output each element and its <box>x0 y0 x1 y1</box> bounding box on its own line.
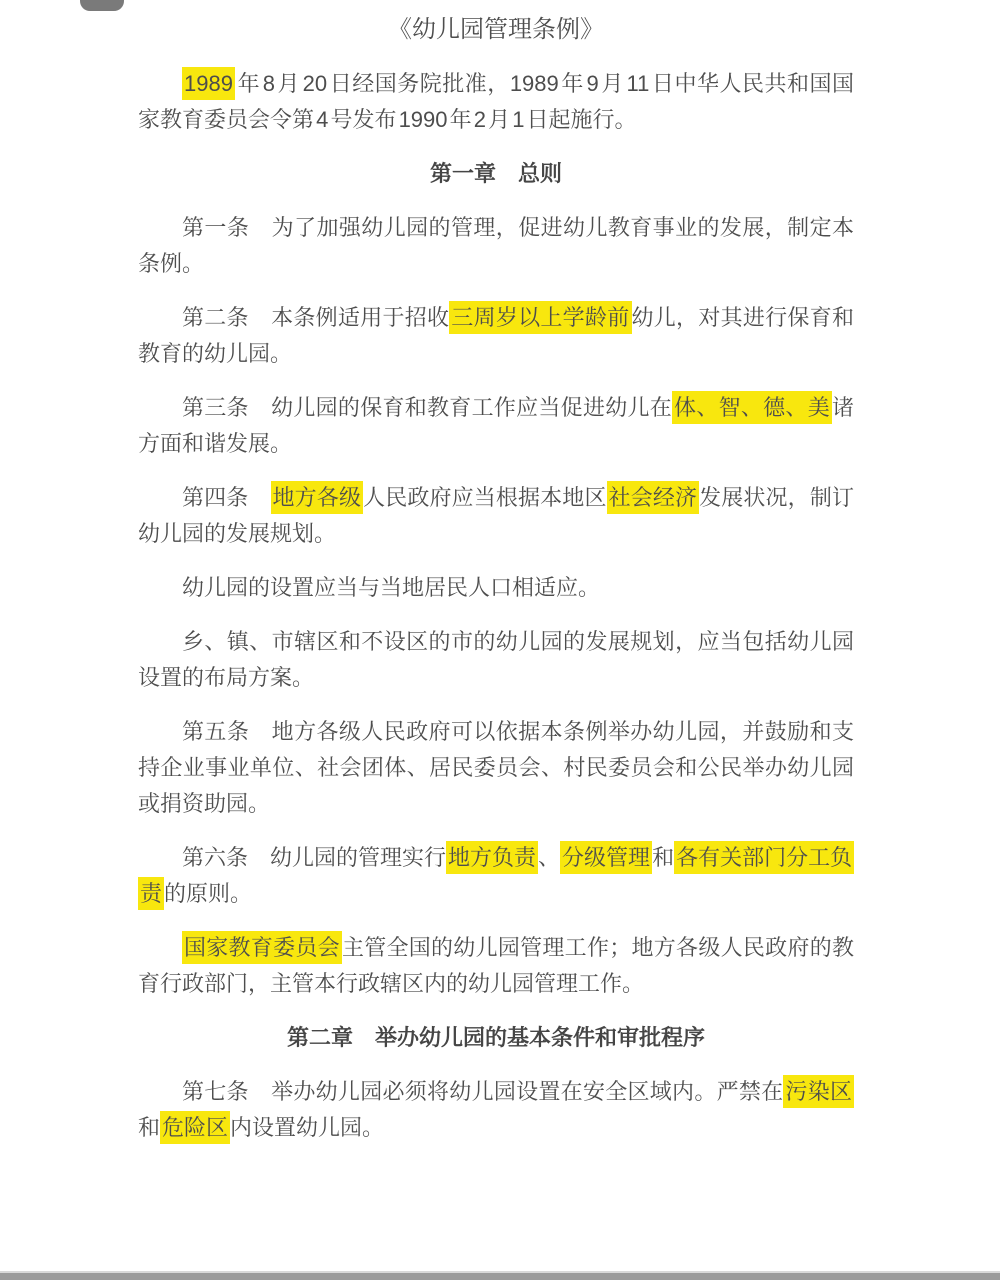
paragraph-article-6 <box>138 840 854 912</box>
text-run: 第三条 幼儿园的保育和教育工作应当促进幼儿在 <box>182 395 673 420</box>
paragraph-article-3 <box>138 390 854 462</box>
highlighted-text: 社会经济 <box>607 481 700 514</box>
bottom-edge-bar-decoration <box>0 1271 1000 1280</box>
text-run: 乡、镇、市辖区和不设区的市的幼儿园的发展规划，应当包括幼儿园设置的布局方案。 <box>138 629 854 690</box>
paragraph-article-2 <box>138 300 854 372</box>
highlighted-text: 分级管理 <box>560 841 652 874</box>
paragraph-article-4-clause-2 <box>138 570 854 606</box>
highlighted-text: 各有关部门分工负责 <box>138 841 854 910</box>
paragraph-article-4 <box>138 480 854 552</box>
paragraph-article-6-clause-2 <box>138 930 854 1002</box>
highlighted-text: 污染区 <box>783 1075 854 1108</box>
highlighted-text: 地方负责 <box>446 841 538 874</box>
text-run: 和 <box>652 845 675 870</box>
paragraph-article-5 <box>138 714 854 822</box>
text-run: 第一章 总则 <box>429 161 562 186</box>
text-run: 第二条 本条例适用于招收 <box>182 305 450 330</box>
chapter-1-heading <box>138 156 854 192</box>
text-run: 第六条 幼儿园的管理实行 <box>182 845 447 870</box>
text-run: 幼儿园的设置应当与当地居民人口相适应。 <box>182 575 601 600</box>
text-run: 、 <box>538 845 561 870</box>
paragraph-promulgation <box>138 66 854 138</box>
highlighted-text: 体、智、德、美 <box>672 391 832 424</box>
text-run: 第四条 <box>182 485 271 510</box>
highlighted-text: 1989 <box>182 67 235 100</box>
top-edge-tab-decoration <box>80 0 124 11</box>
text-run: 诸方面和谐发展。 <box>138 395 854 456</box>
chapter-2-heading <box>138 1020 854 1056</box>
highlighted-text: 三周岁以上学龄前 <box>449 301 631 334</box>
highlighted-text: 国家教育委员会 <box>182 931 342 964</box>
text-run: 第一条 为了加强幼儿园的管理，促进幼儿教育事业的发展，制定本条例。 <box>138 215 854 276</box>
paragraph-article-4-clause-3 <box>138 624 854 696</box>
paragraph-article-7 <box>138 1074 854 1146</box>
document-page <box>138 12 854 1146</box>
text-run: 内设置幼儿园。 <box>230 1115 385 1140</box>
text-run: 年 8 月 20 日经国务院批准，1989 年 9 月 11 日中华人民共和国国家教育委员会令第 4 号发布 1990 年 2 月 1 日起施行。 <box>138 71 854 132</box>
text-run: 主管全国的幼儿园管理工作；地方各级人民政府的教育行政部门，主管本行政辖区内的幼儿园管理工作。 <box>138 935 854 996</box>
text-run: 发展状况，制订幼儿园的发展规划。 <box>138 485 854 546</box>
text-run: 的原则。 <box>164 881 253 906</box>
highlighted-text: 危险区 <box>160 1111 230 1144</box>
text-run: 第七条 举办幼儿园必须将幼儿园设置在安全区域内。严禁在 <box>182 1079 784 1104</box>
text-run: 人民政府应当根据本地区 <box>363 485 607 510</box>
highlighted-text: 地方各级 <box>271 481 364 514</box>
text-run: 第二章 举办幼儿园的基本条件和审批程序 <box>286 1025 705 1050</box>
text-run: 第五条 地方各级人民政府可以依据本条例举办幼儿园，并鼓励和支持企业事业单位、社会团体、居民委员会、村民委员会和公民举办幼儿园或捐资助园。 <box>138 719 854 816</box>
paragraph-article-1 <box>138 210 854 282</box>
page-title: 《幼儿园管理条例》 <box>388 16 604 43</box>
text-run: 幼儿，对其进行保育和教育的幼儿园。 <box>138 305 854 366</box>
text-run: 和 <box>138 1115 161 1140</box>
